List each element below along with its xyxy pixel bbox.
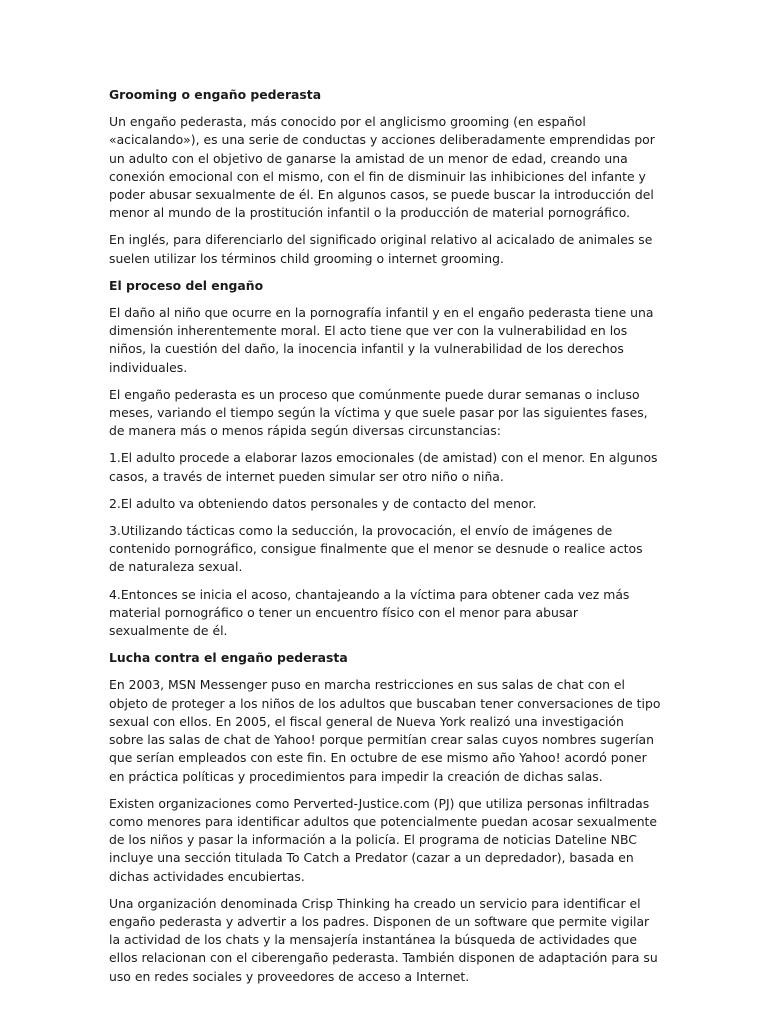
fight-paragraph-2: Existen organizaciones como Perverted-Justice.com (PJ) que utiliza personas infiltradas como menores para identificar adultos que potencialmente puedan acosar sexualmente de los niños y pasar la información a la policía. El programa de noticias Dateline NBC incluye una sección titulada To Catch a Predator (cazar a un depredador), basada en dichas actividades encubiertas. xyxy=(109,795,658,884)
section-heading-fight: Lucha contra el engaño pederasta xyxy=(109,650,348,666)
phase-item-2: 2.El adulto va obteniendo datos personales y de contacto del menor. xyxy=(109,495,537,511)
document-page xyxy=(109,86,661,995)
fight-paragraph-1: En 2003, MSN Messenger puso en marcha restricciones en sus salas de chat con el objeto de proteger a los niños de los adultos que buscaban tener conversaciones de tipo sexual con ellos. En 2005, el fiscal general de Nueva York realizó una investigación sobre las salas de chat de Yahoo! porque permitían crear salas cuyos nombres sugerían que serían empleados con este fin. En octubre de ese mismo año Yahoo! acordó poner en práctica políticas y procedimientos para impedir la creación de dichas salas. xyxy=(109,677,661,784)
process-paragraph-1: El daño al niño que ocurre en la pornografía infantil y en el engaño pederasta tiene una dimensión inherentemente moral. El acto tiene que ver con la vulnerabilidad en los niños, la cuestión del daño, la inocencia infantil y la vulnerabilidad de los derechos individuales. xyxy=(109,305,654,375)
phase-item-1: 1.El adulto procede a elaborar lazos emocionales (de amistad) con el menor. En algunos casos, a través de internet pueden simular ser otro niño o niña. xyxy=(109,450,658,484)
intro-paragraph-1: Un engaño pederasta, más conocido por el anglicismo grooming (en español «acicalando»), es una serie de conductas y acciones deliberadamente emprendidas por un adulto con el objetivo de ganarse la amistad de un menor de edad, creando una conexión emocional con el mismo, con el fin de disminuir las inhibiciones del infante y poder abusar sexualmente de él. En algunos casos, se puede buscar la introducción del menor al mundo de la prostitución infantil o la producción de material pornográfico. xyxy=(109,114,655,221)
fight-paragraph-3: Una organización denominada Crisp Thinking ha creado un servicio para identificar el engaño pederasta y advertir a los padres. Disponen de un software que permite vigilar la actividad de los chats y la mensajería instantánea la búsqueda de actividades que ellos relacionan con el ciberengaño pederasta. También disponen de adaptación para su uso en redes sociales y proveedores de acceso a Internet. xyxy=(109,895,658,984)
intro-paragraph-2: En inglés, para diferenciarlo del significado original relativo al acicalado de animales se suelen utilizar los términos child grooming o internet grooming. xyxy=(109,232,653,266)
section-heading-process: El proceso del engaño xyxy=(109,277,264,293)
phase-item-3: 3.Utilizando tácticas como la seducción, la provocación, el envío de imágenes de contenido pornográfico, consigue finalmente que el menor se desnude o realice actos de naturaleza sexual. xyxy=(109,523,643,575)
phase-item-4: 4.Entonces se inicia el acoso, chantajeando a la víctima para obtener cada vez más material pornográfico o tener un encuentro físico con el menor para abusar sexualmente de él. xyxy=(109,586,630,639)
process-paragraph-2: El engaño pederasta es un proceso que comúnmente puede durar semanas o incluso meses, variando el tiempo según la víctima y que suele pasar por las siguientes fases, de manera más o menos rápida según diversas circunstancias: xyxy=(109,386,648,439)
document-title: Grooming o engaño pederasta xyxy=(109,87,322,102)
